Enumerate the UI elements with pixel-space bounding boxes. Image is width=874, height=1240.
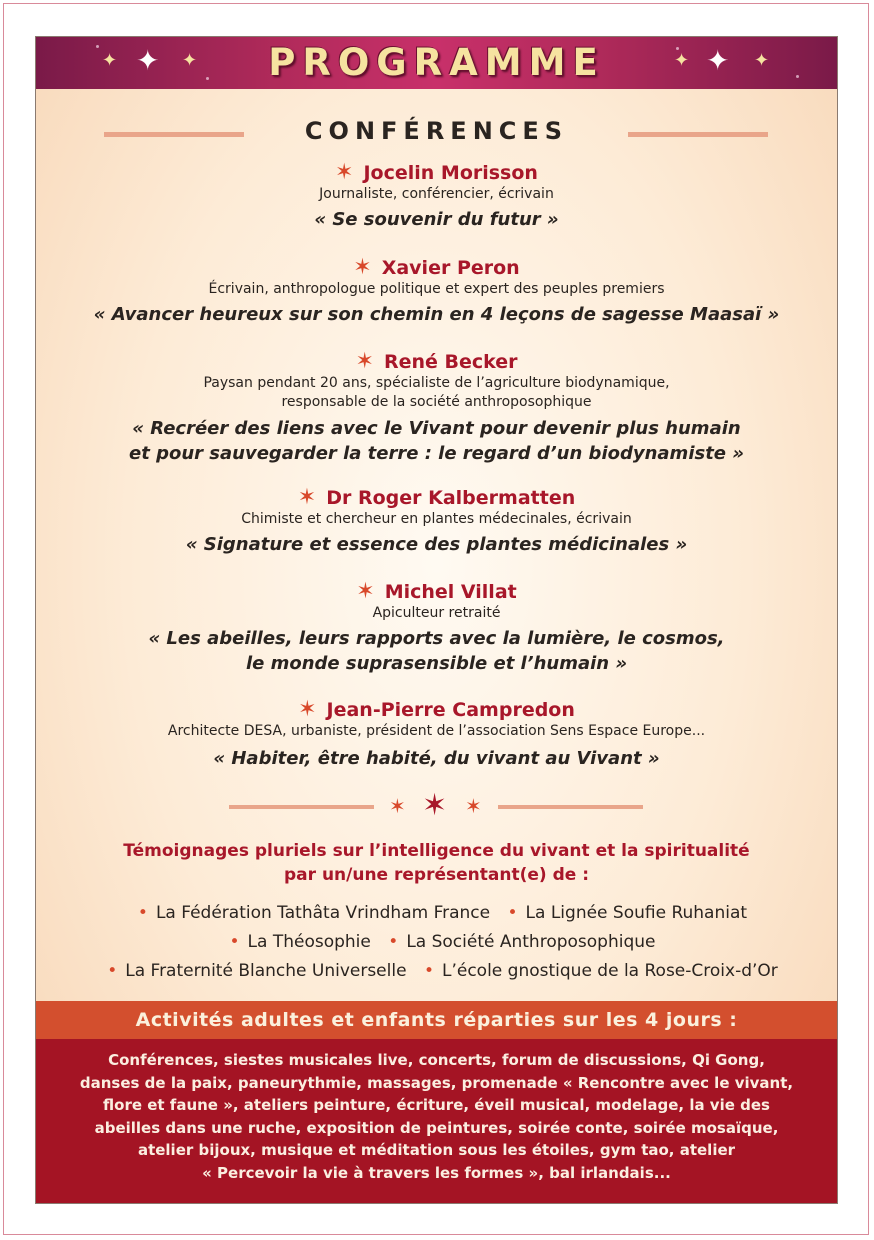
talk-title-line: « Les abeilles, leurs rapports avec la lumière, le cosmos,: [148, 628, 725, 649]
six-pointed-star-icon: ✶: [356, 579, 375, 604]
conference-item: [36, 350, 837, 466]
organisation: La Théosophie: [247, 932, 371, 952]
programme-title: PROGRAMME: [268, 41, 605, 84]
organisation: La Fédération Tathâta Vrindham France: [155, 903, 491, 923]
organisation: L’école gnostique de la Rose-Croix-d’Or: [442, 961, 778, 981]
talk-title-line: « Signature et essence des plantes médicinales »: [185, 534, 688, 555]
bullet-dot-icon: •: [137, 903, 148, 923]
role-line: responsable de la société anthroposophique: [281, 394, 592, 410]
talk-title-line: « Se souvenir du futur »: [314, 209, 559, 230]
bullet-dot-icon: •: [388, 932, 399, 952]
bullet-dot-icon: •: [423, 961, 434, 981]
activities-line: flore et faune », ateliers peinture, écriture, éveil musical, modelage, la vie des: [103, 1096, 770, 1114]
speaker-role: [36, 722, 837, 741]
star-icon: ✦: [102, 50, 118, 71]
testimonies-heading: [36, 839, 837, 887]
bullet-dot-icon: •: [229, 932, 240, 952]
speaker-role: [36, 280, 837, 299]
role-line: Écrivain, anthropologue politique et expert des peuples premiers: [208, 281, 665, 297]
conference-item: [36, 580, 837, 676]
talk-title-line: le monde suprasensible et l’humain »: [245, 653, 628, 674]
conference-item: [36, 256, 837, 327]
activities-text: [56, 1049, 817, 1184]
star-icon: ✦: [674, 50, 690, 71]
activities-line: « Percevoir la vie à travers les formes », bal irlandais...: [202, 1163, 671, 1182]
role-line: Journaliste, conférencier, écrivain: [319, 186, 554, 202]
role-line: Apiculteur retraité: [372, 605, 501, 621]
six-pointed-star-icon: ✶: [353, 255, 372, 280]
testimonies-line: Témoignages pluriels sur l’intelligence du vivant et la spiritualité: [123, 841, 750, 861]
speaker-name: [36, 580, 837, 604]
organisation: La Fraternité Blanche Universelle: [125, 961, 407, 981]
conference-item: [36, 161, 837, 232]
decorative-rule: [498, 805, 643, 809]
speaker-name: [36, 698, 837, 722]
six-pointed-star-icon: ✶: [335, 160, 354, 185]
organisation: La Lignée Soufie Ruhaniat: [525, 903, 748, 923]
speaker-name-text: Xavier Peron: [381, 257, 520, 279]
activities-line: danses de la paix, paneurythmie, massages, promenade « Rencontre avec le vivant,: [79, 1073, 794, 1092]
six-pointed-star-icon: ✶: [422, 788, 448, 823]
star-icon: ✦: [182, 50, 198, 71]
programme-header: [36, 37, 837, 89]
organisations-row: [36, 928, 837, 957]
conferences-title: CONFÉRENCES: [304, 117, 569, 145]
talk-title: [36, 626, 837, 676]
activities-line: abeilles dans une ruche, exposition de peintures, soirée conte, soirée mosaïque,: [94, 1118, 779, 1137]
six-pointed-star-icon: ✶: [389, 794, 406, 818]
six-pointed-star-icon: ✶: [297, 485, 317, 510]
talk-title-line: et pour sauvegarder la terre : le regard d’un biodynamiste »: [129, 443, 744, 464]
speaker-name-text: René Becker: [383, 351, 518, 373]
talk-title: [36, 532, 837, 557]
star-icon: ✦: [136, 44, 160, 77]
speaker-name: [36, 161, 837, 185]
talk-title: [36, 416, 837, 466]
star-icon: ✦: [754, 50, 770, 71]
star-icon: ✦: [706, 44, 730, 77]
speaker-role: [36, 604, 837, 623]
talk-title: [36, 302, 837, 327]
role-line: Paysan pendant 20 ans, spécialiste de l’agriculture biodynamique,: [203, 375, 670, 391]
star-separator: [36, 788, 837, 823]
role-line: Architecte DESA, urbaniste, président de l’association Sens Espace Europe...: [167, 723, 706, 739]
talk-title-line: « Avancer heureux sur son chemin en 4 leçons de sagesse Maasaï »: [93, 304, 780, 325]
organisations-row: [36, 899, 837, 928]
speaker-name-text: Dr Roger Kalbermatten: [326, 487, 576, 509]
bullet-dot-icon: •: [507, 903, 518, 923]
talk-title: [36, 746, 837, 771]
speaker-name-text: Michel Villat: [384, 581, 517, 603]
activities-line: atelier bijoux, musique et méditation sous les étoiles, gym tao, atelier: [137, 1141, 736, 1159]
activities-line: Conférences, siestes musicales live, concerts, forum de discussions, Qi Gong,: [108, 1051, 765, 1069]
speaker-role: [36, 185, 837, 204]
speaker-name: [36, 486, 837, 510]
speaker-name: [36, 350, 837, 374]
talk-title-line: « Habiter, être habité, du vivant au Vivant »: [213, 748, 660, 769]
talk-title-line: « Recréer des liens avec le Vivant pour devenir plus humain: [132, 418, 741, 439]
activities-box: [36, 1039, 837, 1204]
role-line: Chimiste et chercheur en plantes médecinales, écrivain: [241, 511, 632, 527]
testimonies-line: par un/une représentant(e) de :: [284, 865, 589, 885]
programme-panel: [35, 36, 838, 1204]
organisations-row: [36, 957, 837, 986]
six-pointed-star-icon: ✶: [298, 697, 317, 722]
six-pointed-star-icon: ✶: [355, 349, 374, 374]
conference-item: [36, 486, 837, 557]
speaker-name: [36, 256, 837, 280]
speaker-name-text: Jean-Pierre Campredon: [326, 699, 575, 721]
activities-heading: Activités adultes et enfants réparties sur les 4 jours :: [36, 1001, 837, 1039]
six-pointed-star-icon: ✶: [465, 794, 482, 818]
bullet-dot-icon: •: [107, 961, 118, 981]
talk-title: [36, 207, 837, 232]
speaker-role: [36, 374, 837, 412]
organisation: La Société Anthroposophique: [406, 932, 656, 952]
speaker-name-text: Jocelin Morisson: [363, 162, 538, 184]
conference-item: [36, 698, 837, 771]
decorative-rule: [229, 805, 374, 809]
speaker-role: [36, 510, 837, 529]
